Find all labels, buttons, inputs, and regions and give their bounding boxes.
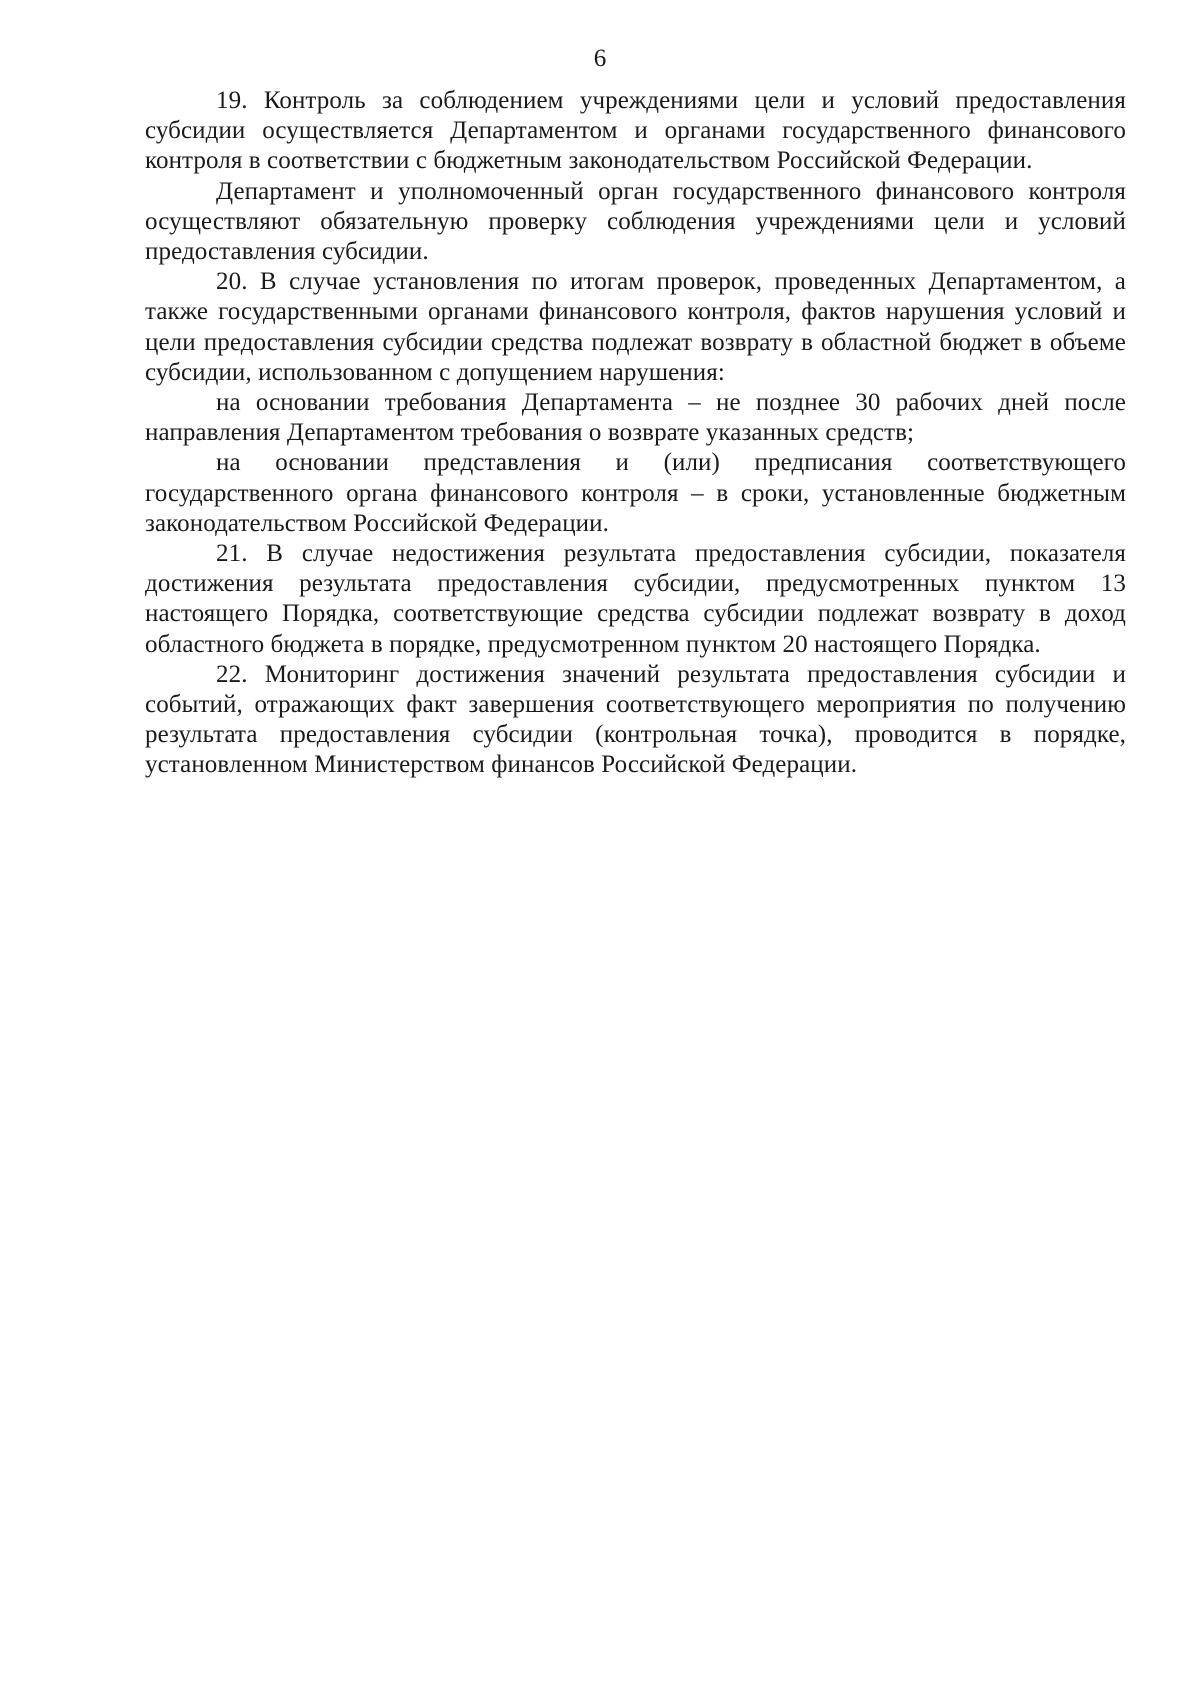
paragraph-19-continuation: Департамент и уполномоченный орган государственного финансового контроля осуществляют обязательную проверку соблюдения учреждениями цели и условий предоставления субсидии.	[145, 177, 1126, 266]
paragraph-20: 20. В случае установления по итогам проверок, проведенных Департаментом, а также государственными органами финансового контроля, фактов нарушения условий и цели предоставления субсидии средства подлежат возврату в областной бюджет в объеме субсидии, использованном с допущением нарушения:	[145, 268, 1126, 386]
page-number: 6	[593, 45, 607, 72]
paragraph-20-item-control-body: на основании представления и (или) предписания соответствующего государственного органа финансового контроля – в сроки, установленные бюджетным законодательством Российской Федерации.	[145, 449, 1126, 537]
paragraph-20-item-department: на основании требования Департамента – не позднее 30 рабочих дней после направления Департаментом требования о возврате указанных средств;	[145, 389, 1126, 447]
paragraph-21: 21. В случае недостижения результата предоставления субсидии, показателя достижения результата предоставления субсидии, предусмотренных пунктом 13 настоящего Порядка, соответствующие средства субсидии подлежат возврату в доход областного бюджета в порядке, предусмотренном пунктом 20 настоящего Порядка.	[145, 540, 1126, 658]
paragraph-22: 22. Мониторинг достижения значений результата предоставления субсидии и событий, отражающих факт завершения соответствующего мероприятия по получению результата предоставления субсидии (контрольная точка), проводится в порядке, установленном Министерством финансов Российской Федерации.	[145, 660, 1126, 779]
document-body	[145, 86, 1126, 781]
paragraph-19: 19. Контроль за соблюдением учреждениями цели и условий предоставления субсидии осуществляется Департаментом и органами государственного финансового контроля в соответствии с бюджетным законодательством Российской Федерации.	[145, 87, 1126, 175]
